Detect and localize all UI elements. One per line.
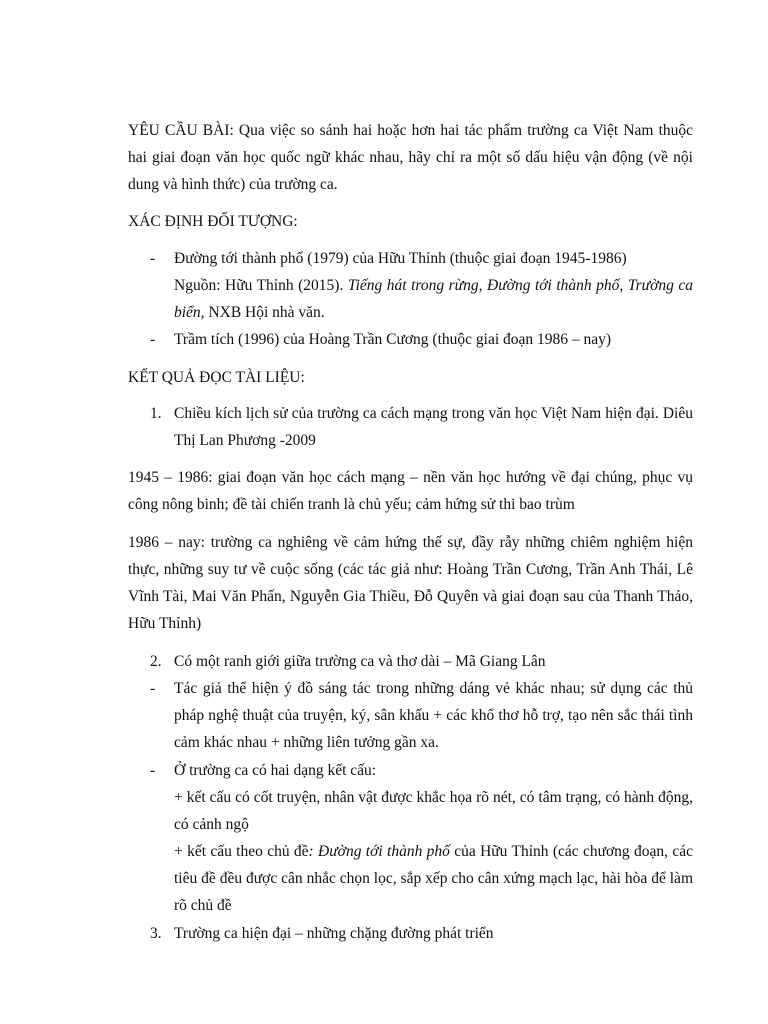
number-marker: 2.	[150, 653, 162, 670]
theme-prefix: + kết cấu theo chủ đề	[174, 843, 309, 860]
theme-description: của Hữu Thỉnh (các chương đoạn, các tiêu đề đều được cân nhắc chọn lọc, sắp xếp cho cân xứng mạch lạc, hài hòa để làm rõ chủ đề	[174, 843, 693, 914]
results-heading: KẾT QUẢ ĐỌC TÀI LIỆU:	[128, 369, 305, 386]
result-item-1-text: Chiều kích lịch sử của trường ca cách mạng trong văn học Việt Nam hiện đại. Diêu Thị Lan Phương -2009	[174, 405, 693, 449]
bullet-marker: -	[150, 331, 156, 348]
requirement-paragraph: YÊU CẦU BÀI: Qua việc so sánh hai hoặc hơn hai tác phẩm trường ca Việt Nam thuộc hai giai đoạn văn học quốc ngữ khác nhau, hãy chỉ ra một số dấu hiệu vận động (về nội dung và hình thức) của trường ca.	[128, 122, 693, 193]
object-item-2-title: Trầm tích (1996) của Hoàng Trần Cương (thuộc giai đoạn 1986 – nay)	[174, 331, 612, 348]
bullet-marker: -	[150, 250, 156, 267]
period-1945-paragraph: 1945 – 1986: giai đoạn văn học cách mạng – nền văn học hướng về đại chúng, phục vụ công nông binh; đề tài chiến tranh là chủ yếu; cảm hứng sử thi bao trùm	[128, 469, 693, 513]
result-item-3	[128, 920, 693, 947]
source-titles: Tiếng hát trong rừng, Đường tới thành phố, Trường ca biển,	[174, 277, 693, 321]
result-bullet-b-text: Ở trường ca có hai dạng kết cấu:	[174, 762, 377, 779]
structure-theme-based	[174, 838, 693, 919]
result-bullet-a-text: Tác giả thể hiện ý đồ sáng tác trong những dáng vẻ khác nhau; sử dụng các thủ pháp nghệ thuật của truyện, ký, sân khấu + các khổ thơ hỗ trợ, tạo nên sắc thái tình cảm khác nhau + những liên tưởng gần xa.	[174, 680, 693, 751]
number-marker: 3.	[150, 925, 162, 942]
result-item-2	[128, 648, 693, 675]
objects-heading: XÁC ĐỊNH ĐỐI TƯỢNG:	[128, 213, 298, 230]
object-item-1-title: Đường tới thành phố (1979) của Hữu Thỉnh (thuộc giai đoạn 1945-1986)	[174, 250, 627, 267]
result-bullet-b	[128, 757, 693, 919]
object-item-2	[128, 326, 693, 353]
result-item-2-text: Có một ranh giới giữa trường ca và thơ dài – Mã Giang Lân	[174, 653, 546, 670]
theme-work-title: : Đường tới thành phố	[308, 843, 450, 860]
result-bullet-a	[128, 675, 693, 756]
number-marker: 1.	[150, 405, 162, 422]
result-item-1	[128, 400, 693, 454]
source-prefix: Nguồn: Hữu Thỉnh (2015).	[174, 277, 348, 294]
object-item-1-source	[174, 272, 693, 326]
source-publisher: NXB Hội nhà văn.	[204, 304, 325, 321]
bullet-marker: -	[150, 680, 156, 697]
period-1986-paragraph: 1986 – nay: trường ca nghiêng về cảm hứng thế sự, đầy rẫy những chiêm nghiệm hiện thực, những suy tư về cuộc sống (các tác giả như: Hoàng Trần Cương, Trần Anh Thái, Lê Vĩnh Tài, Mai Văn Phấn, Nguyễn Gia Thiều, Đỗ Quyên và giai đoạn sau của Thanh Thảo, Hữu Thỉnh)	[128, 534, 693, 632]
object-item-1	[128, 245, 693, 326]
bullet-marker: -	[150, 762, 156, 779]
result-item-3-text: Trường ca hiện đại – những chặng đường phát triển	[174, 925, 494, 942]
structure-plot-based: + kết cấu có cốt truyện, nhân vật được khắc họa rõ nét, có tâm trạng, có hành động, có cảnh ngộ	[174, 789, 693, 833]
